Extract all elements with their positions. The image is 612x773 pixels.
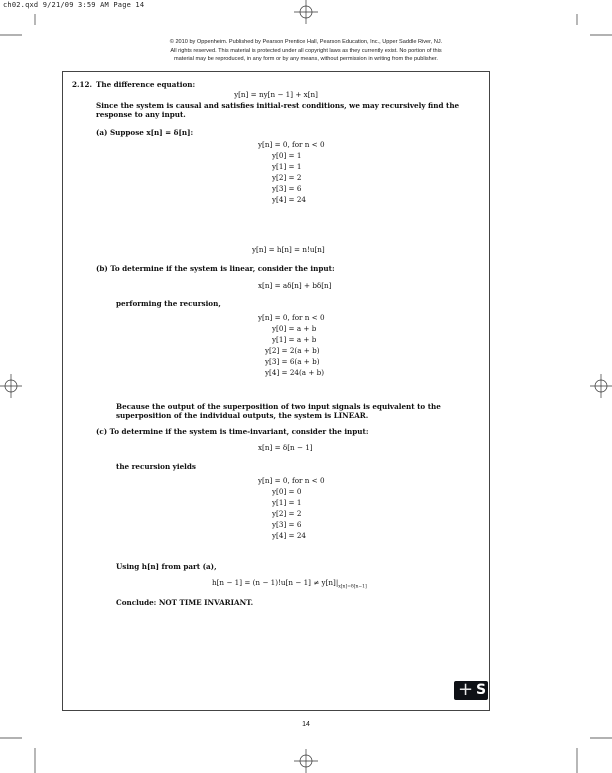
equation: y[2] = 2: [272, 509, 302, 518]
linearity-conclusion: Because the output of the superposition of two input signals is equivalent to the superposition of the individual outputs, the system is LINEAR.: [116, 402, 441, 420]
plus-icon: +: [458, 679, 474, 700]
copyright-line: material may be reproduced, in any form or by any means, without permission in writing from the publisher.: [174, 56, 438, 62]
badge-letter: S: [476, 682, 487, 698]
scribd-badge[interactable]: [454, 681, 488, 700]
equation: y[4] = 24(a + b): [265, 368, 325, 377]
equation: y[1] = a + b: [272, 335, 317, 344]
print-slug: ch02.qxd 9/21/09 3:59 AM Page 14: [3, 1, 145, 9]
equation: y[n] = 0, for n < 0: [258, 140, 325, 149]
equation-main: h[n − 1] = (n − 1)!u[n − 1] ≠ y[n]|: [212, 578, 339, 587]
impulse-response: y[n] = h[n] = n!u[n]: [252, 245, 325, 254]
part-a-equations: [258, 140, 325, 204]
copyright-line: All rights reserved. This material is protected under all copyright laws as they currently exist. No portion of this: [170, 47, 442, 54]
equation: y[n] = 0, for n < 0: [258, 476, 325, 485]
using-hn-label: Using h[n] from part (a),: [116, 562, 217, 571]
equation: y[3] = 6(a + b): [265, 357, 320, 366]
time-invariance-check: [212, 578, 367, 591]
main-equation: y[n] = ny[n − 1] + x[n]: [234, 90, 318, 99]
equation: y[2] = 2(a + b): [265, 346, 320, 355]
part-b-recursion-label: performing the recursion,: [116, 299, 221, 308]
equation: y[3] = 6: [272, 184, 302, 193]
part-b-label: (b) To determine if the system is linear, consider the input:: [96, 264, 335, 273]
equation: y[0] = a + b: [272, 324, 317, 333]
part-a-label: (a) Suppose x[n] = δ[n]:: [96, 128, 194, 137]
equation: y[0] = 1: [272, 151, 302, 160]
equation: y[1] = 1: [272, 498, 302, 507]
equation: y[3] = 6: [272, 520, 302, 529]
equation-subscript: x[n]=δ[n−1]: [338, 584, 367, 590]
equation: y[4] = 24: [272, 531, 306, 540]
equation: y[1] = 1: [272, 162, 302, 171]
part-c-label: (c) To determine if the system is time-invariant, consider the input:: [96, 427, 369, 436]
page-number: 14: [302, 721, 310, 728]
part-c-input: x[n] = δ[n − 1]: [258, 443, 313, 452]
part-c-equations: [258, 476, 325, 540]
equation: y[n] = 0, for n < 0: [258, 313, 325, 322]
problem-number: 2.12.: [72, 80, 93, 89]
intro-paragraph: Since the system is causal and satisfies initial-rest conditions, we may recursively find the response to any input.: [96, 101, 460, 119]
copyright-notice: [100, 38, 512, 64]
copyright-line: © 2010 by Oppenheim. Published by Pearson Prentice Hall, Pearson Education, Inc., Upper Saddle River, NJ.: [169, 39, 443, 45]
part-c-recursion-label: the recursion yields: [116, 462, 196, 471]
equation: y[0] = 0: [272, 487, 302, 496]
equation: y[2] = 2: [272, 173, 302, 182]
time-invariance-conclusion: Conclude: NOT TIME INVARIANT.: [116, 598, 254, 607]
part-b-equations: [258, 313, 325, 377]
part-b-input: x[n] = aδ[n] + bδ[n]: [258, 281, 332, 290]
problem-title: The difference equation:: [96, 80, 196, 89]
equation: y[4] = 24: [272, 195, 306, 204]
